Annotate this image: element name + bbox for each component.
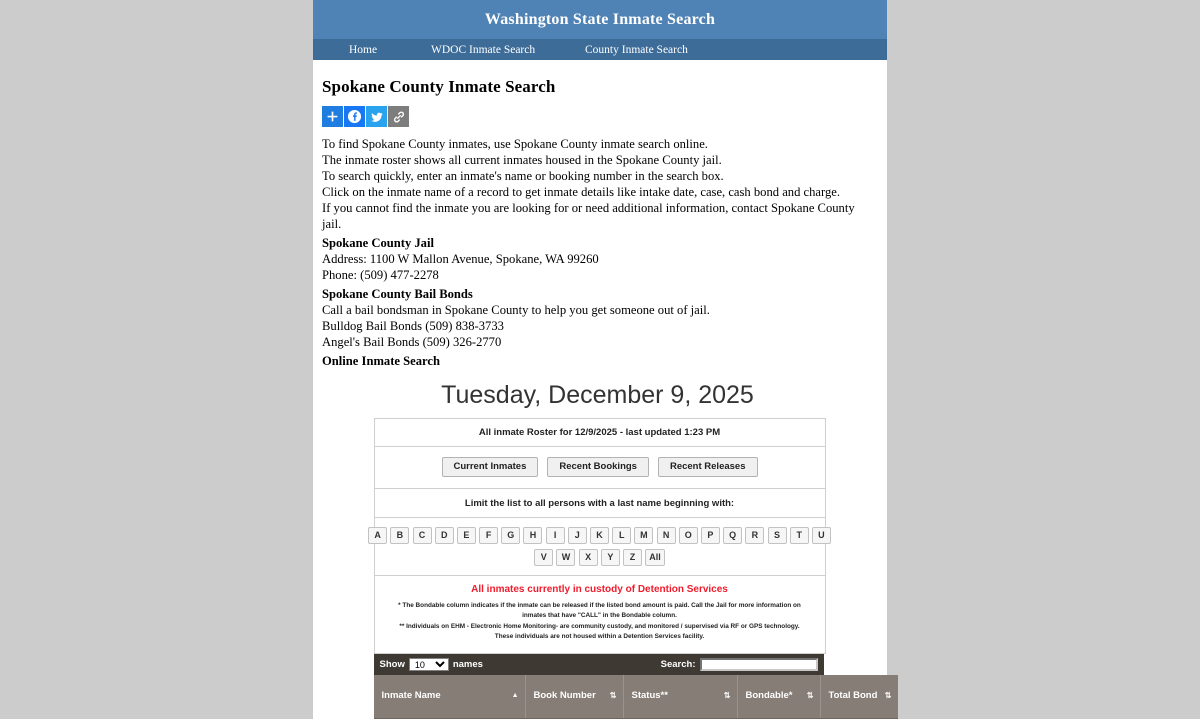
share-buttons [322,106,865,127]
alpha-filter-l[interactable]: L [612,527,631,544]
bail-bonds-line-2: Angel's Bail Bonds (509) 326-2770 [322,335,502,349]
alpha-filter-w[interactable]: W [556,549,575,566]
alpha-filter-j[interactable]: J [568,527,587,544]
masthead-title: Washington State Inmate Search [484,10,716,28]
roster-alpha-row [375,518,825,576]
sort-toggle-icon: ⇅ [884,690,892,700]
jail-address: Address: 1100 W Mallon Avenue, Spokane, WA 99260 [322,252,599,266]
roster-title: All inmate Roster for 12/9/2025 - last updated 1:23 PM [478,427,721,438]
alpha-filter-z[interactable]: Z [623,549,642,566]
column-status[interactable] [623,675,737,719]
alpha-filter-e[interactable]: E [457,527,476,544]
sort-toggle-icon: ⇅ [806,690,814,700]
custody-notice: All inmates currently in custody of Detention Services [471,583,728,595]
alpha-filter-h[interactable]: H [523,527,542,544]
recent-bookings-button[interactable]: Recent Bookings [547,457,649,477]
bail-bonds-intro: Call a bail bondsman in Spokane County to help you get someone out of jail. [322,303,710,317]
datatable-controls [374,654,824,675]
column-header-label: Inmate Name [381,690,441,701]
site-masthead [313,0,887,39]
alpha-filter-u[interactable]: U [812,527,831,544]
column-bondable[interactable] [737,675,820,719]
alpha-filter-g[interactable]: G [501,527,520,544]
page-title: Spokane County Inmate Search [322,77,556,96]
copy-link-icon[interactable] [388,106,409,127]
column-total-bond[interactable] [820,675,898,719]
nav-county-inmate-search[interactable]: County Inmate Search [585,43,688,56]
nav-home[interactable]: Home [349,43,378,56]
footnote-line-1: * The Bondable column indicates if the inmate can be released if the listed bond amount is paid. Call the Jail for more information on [398,601,801,609]
page-length-select[interactable] [409,658,449,671]
alpha-filter-m[interactable]: M [634,527,653,544]
site-column [313,0,892,719]
column-header-label: Total Bond [828,690,878,701]
alpha-filter-label: Limit the list to all persons with a last name beginning with: [464,497,735,509]
share-icon[interactable] [322,106,343,127]
search-label: Search: [660,658,696,670]
alpha-filter-q[interactable]: Q [723,527,742,544]
intro-line-1: To find Spokane County inmates, use Spokane County inmate search online. [322,137,708,151]
alpha-filter-b[interactable]: B [390,527,409,544]
alpha-filter-r[interactable]: R [745,527,764,544]
alpha-filter-f[interactable]: F [479,527,498,544]
alpha-filter-y[interactable]: Y [601,549,620,566]
alpha-filter-a[interactable]: A [368,527,387,544]
roster-title-row [375,419,825,447]
twitter-icon[interactable] [366,106,387,127]
intro-line-2: The inmate roster shows all current inmates housed in the Spokane County jail. [322,153,722,167]
sort-toggle-icon: ⇅ [609,690,617,700]
column-header-label: Book Number [533,690,596,701]
bail-bonds-line-1: Bulldog Bail Bonds (509) 838-3733 [322,319,504,333]
roster-box [374,418,826,654]
recent-releases-button[interactable]: Recent Releases [658,457,758,477]
column-header-label: Bondable* [745,690,793,701]
alpha-filter-k[interactable]: K [590,527,609,544]
alpha-filter-v[interactable]: V [534,549,553,566]
alpha-filter-t[interactable]: T [790,527,809,544]
roster-date-heading: Tuesday, December 9, 2025 [441,381,754,409]
jail-heading: Spokane County Jail [322,236,434,250]
sort-toggle-icon: ⇅ [723,690,731,700]
roster-panel [364,418,892,719]
alpha-filter-x[interactable]: X [579,549,598,566]
search-control [661,658,818,671]
table-header-row [374,675,898,719]
footnote-line-3: ** Individuals on EHM - Electronic Home Monitoring- are community custody, and monitored / supervised via RF or GPS technology. [399,622,800,630]
intro-line-4: Click on the inmate name of a record to get inmate details like intake date, case, cash bond and charge. [322,185,841,199]
search-input[interactable] [700,658,818,671]
online-inmate-search-heading: Online Inmate Search [322,354,441,368]
current-inmates-button[interactable]: Current Inmates [442,457,539,477]
column-book-number[interactable] [525,675,623,719]
nav-wdoc-inmate-search[interactable]: WDOC Inmate Search [431,43,536,56]
alpha-filter-i[interactable]: I [546,527,565,544]
roster-limit-row [375,489,825,518]
table-head [374,675,898,719]
alpha-filter-c[interactable]: C [413,527,432,544]
main-navigation [313,39,887,60]
column-header-label: Status** [631,690,668,701]
alpha-filter-p[interactable]: P [701,527,720,544]
alpha-filter-n[interactable]: N [657,527,676,544]
alpha-filter-o[interactable]: O [679,527,698,544]
intro-line-3: To search quickly, enter an inmate's name or booking number in the search box. [322,169,724,183]
sort-ascending-icon: ▲ [511,692,519,699]
alpha-filter-d[interactable]: D [435,527,454,544]
intro-line-5: If you cannot find the inmate you are looking for or need additional information, contact Spokane County jail. [322,201,855,231]
page-length-control [380,658,483,671]
jail-phone: Phone: (509) 477-2278 [322,268,439,282]
footnote-line-4: These individuals are not housed within a Detention Services facility. [494,633,705,640]
alpha-filter-row-1 [374,527,825,544]
roster-notes-row [375,576,825,654]
names-label: names [452,658,483,670]
facebook-icon[interactable] [344,106,365,127]
roster-footnotes [379,599,821,649]
roster-button-row [375,447,825,489]
bail-bonds-heading: Spokane County Bail Bonds [322,287,473,301]
inmate-roster-table [374,675,898,719]
show-label: Show [379,658,405,670]
column-inmate-name[interactable] [374,675,526,719]
footnote-line-2: inmates that have "CALL" in the Bondable column. [522,612,677,619]
alpha-filter-all[interactable]: All [645,549,665,566]
alpha-filter-row-2 [383,549,817,566]
alpha-filter-s[interactable]: S [768,527,787,544]
